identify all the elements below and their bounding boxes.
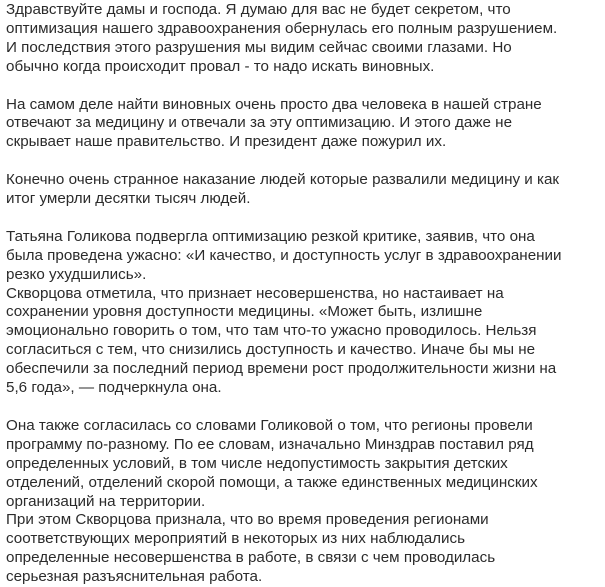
text-line: Скворцова отметила, что признает несовершенства, но настаивает на xyxy=(6,284,504,302)
text-line: сохранении уровня доступности медицины. «Может быть, излишне xyxy=(6,303,483,321)
post-body xyxy=(6,1,601,587)
text-line: На самом деле найти виновных очень просто два человека в нашей стране xyxy=(6,95,542,113)
paragraph xyxy=(6,285,601,398)
text-line: Здравствуйте дамы и господа. Я думаю для вас не будет секретом, что xyxy=(6,1,511,18)
text-line: программу по-разному. По ее словам, изначально Минздрав поставил ряд xyxy=(6,435,534,453)
text-line: При этом Скворцова признала, что во время проведения регионами xyxy=(6,511,489,529)
text-line: итог умерли десятки тысяч людей. xyxy=(6,190,251,208)
text-line: определенных условий, в том числе недопустимость закрытия детских xyxy=(6,454,508,472)
text-line: определенные несовершенства в работе, в связи с чем проводилась xyxy=(6,549,496,567)
text-line: обычно когда происходит провал - то надо искать виновных. xyxy=(6,57,435,75)
text-line: 5,6 года», — подчеркнула она. xyxy=(6,379,222,397)
text-line: скрывает наше правительство. И президент даже пожурил их. xyxy=(6,133,447,151)
paragraph xyxy=(6,96,601,153)
paragraph xyxy=(6,1,601,77)
text-line: была проведена ужасно: «И качество, и доступность услуг в здравоохранении xyxy=(6,246,562,264)
paragraph xyxy=(6,228,601,285)
text-line: согласиться с тем, что снизились доступность и качество. Иначе бы мы не xyxy=(6,341,536,359)
text-line: обеспечили за последний период времени рост продолжительности жизни на xyxy=(6,360,557,378)
text-line: соответствующих мероприятий в некоторых из них наблюдались xyxy=(6,530,466,548)
text-line: организаций на территории. xyxy=(6,492,206,510)
text-line: серьезная разъяснительная работа. xyxy=(6,568,263,586)
text-line: резко ухудшились». xyxy=(6,265,147,283)
paragraph xyxy=(6,511,601,587)
text-line: Татьяна Голикова подвергла оптимизацию резкой критике, заявив, что она xyxy=(6,227,535,245)
text-line: оптимизация нашего здравоохранения обернулась его полным разрушением. xyxy=(6,19,558,37)
text-line: отвечают за медицину и отвечали за эту оптимизацию. И этого даже не xyxy=(6,114,513,132)
text-line: отделений, отделений скорой помощи, а также единственных медицинских xyxy=(6,473,538,491)
paragraph xyxy=(6,171,601,209)
text-line: Она также согласилась со словами Голиковой о том, что регионы провели xyxy=(6,416,533,434)
text-line: Конечно очень странное наказание людей которые развалили медицину и как xyxy=(6,171,560,189)
text-line: эмоционально говорить о том, что там что-то ужасно проводилось. Нельзя xyxy=(6,322,537,340)
text-line: И последствия этого разрушения мы видим сейчас своими глазами. Но xyxy=(6,38,512,56)
paragraph xyxy=(6,417,601,512)
